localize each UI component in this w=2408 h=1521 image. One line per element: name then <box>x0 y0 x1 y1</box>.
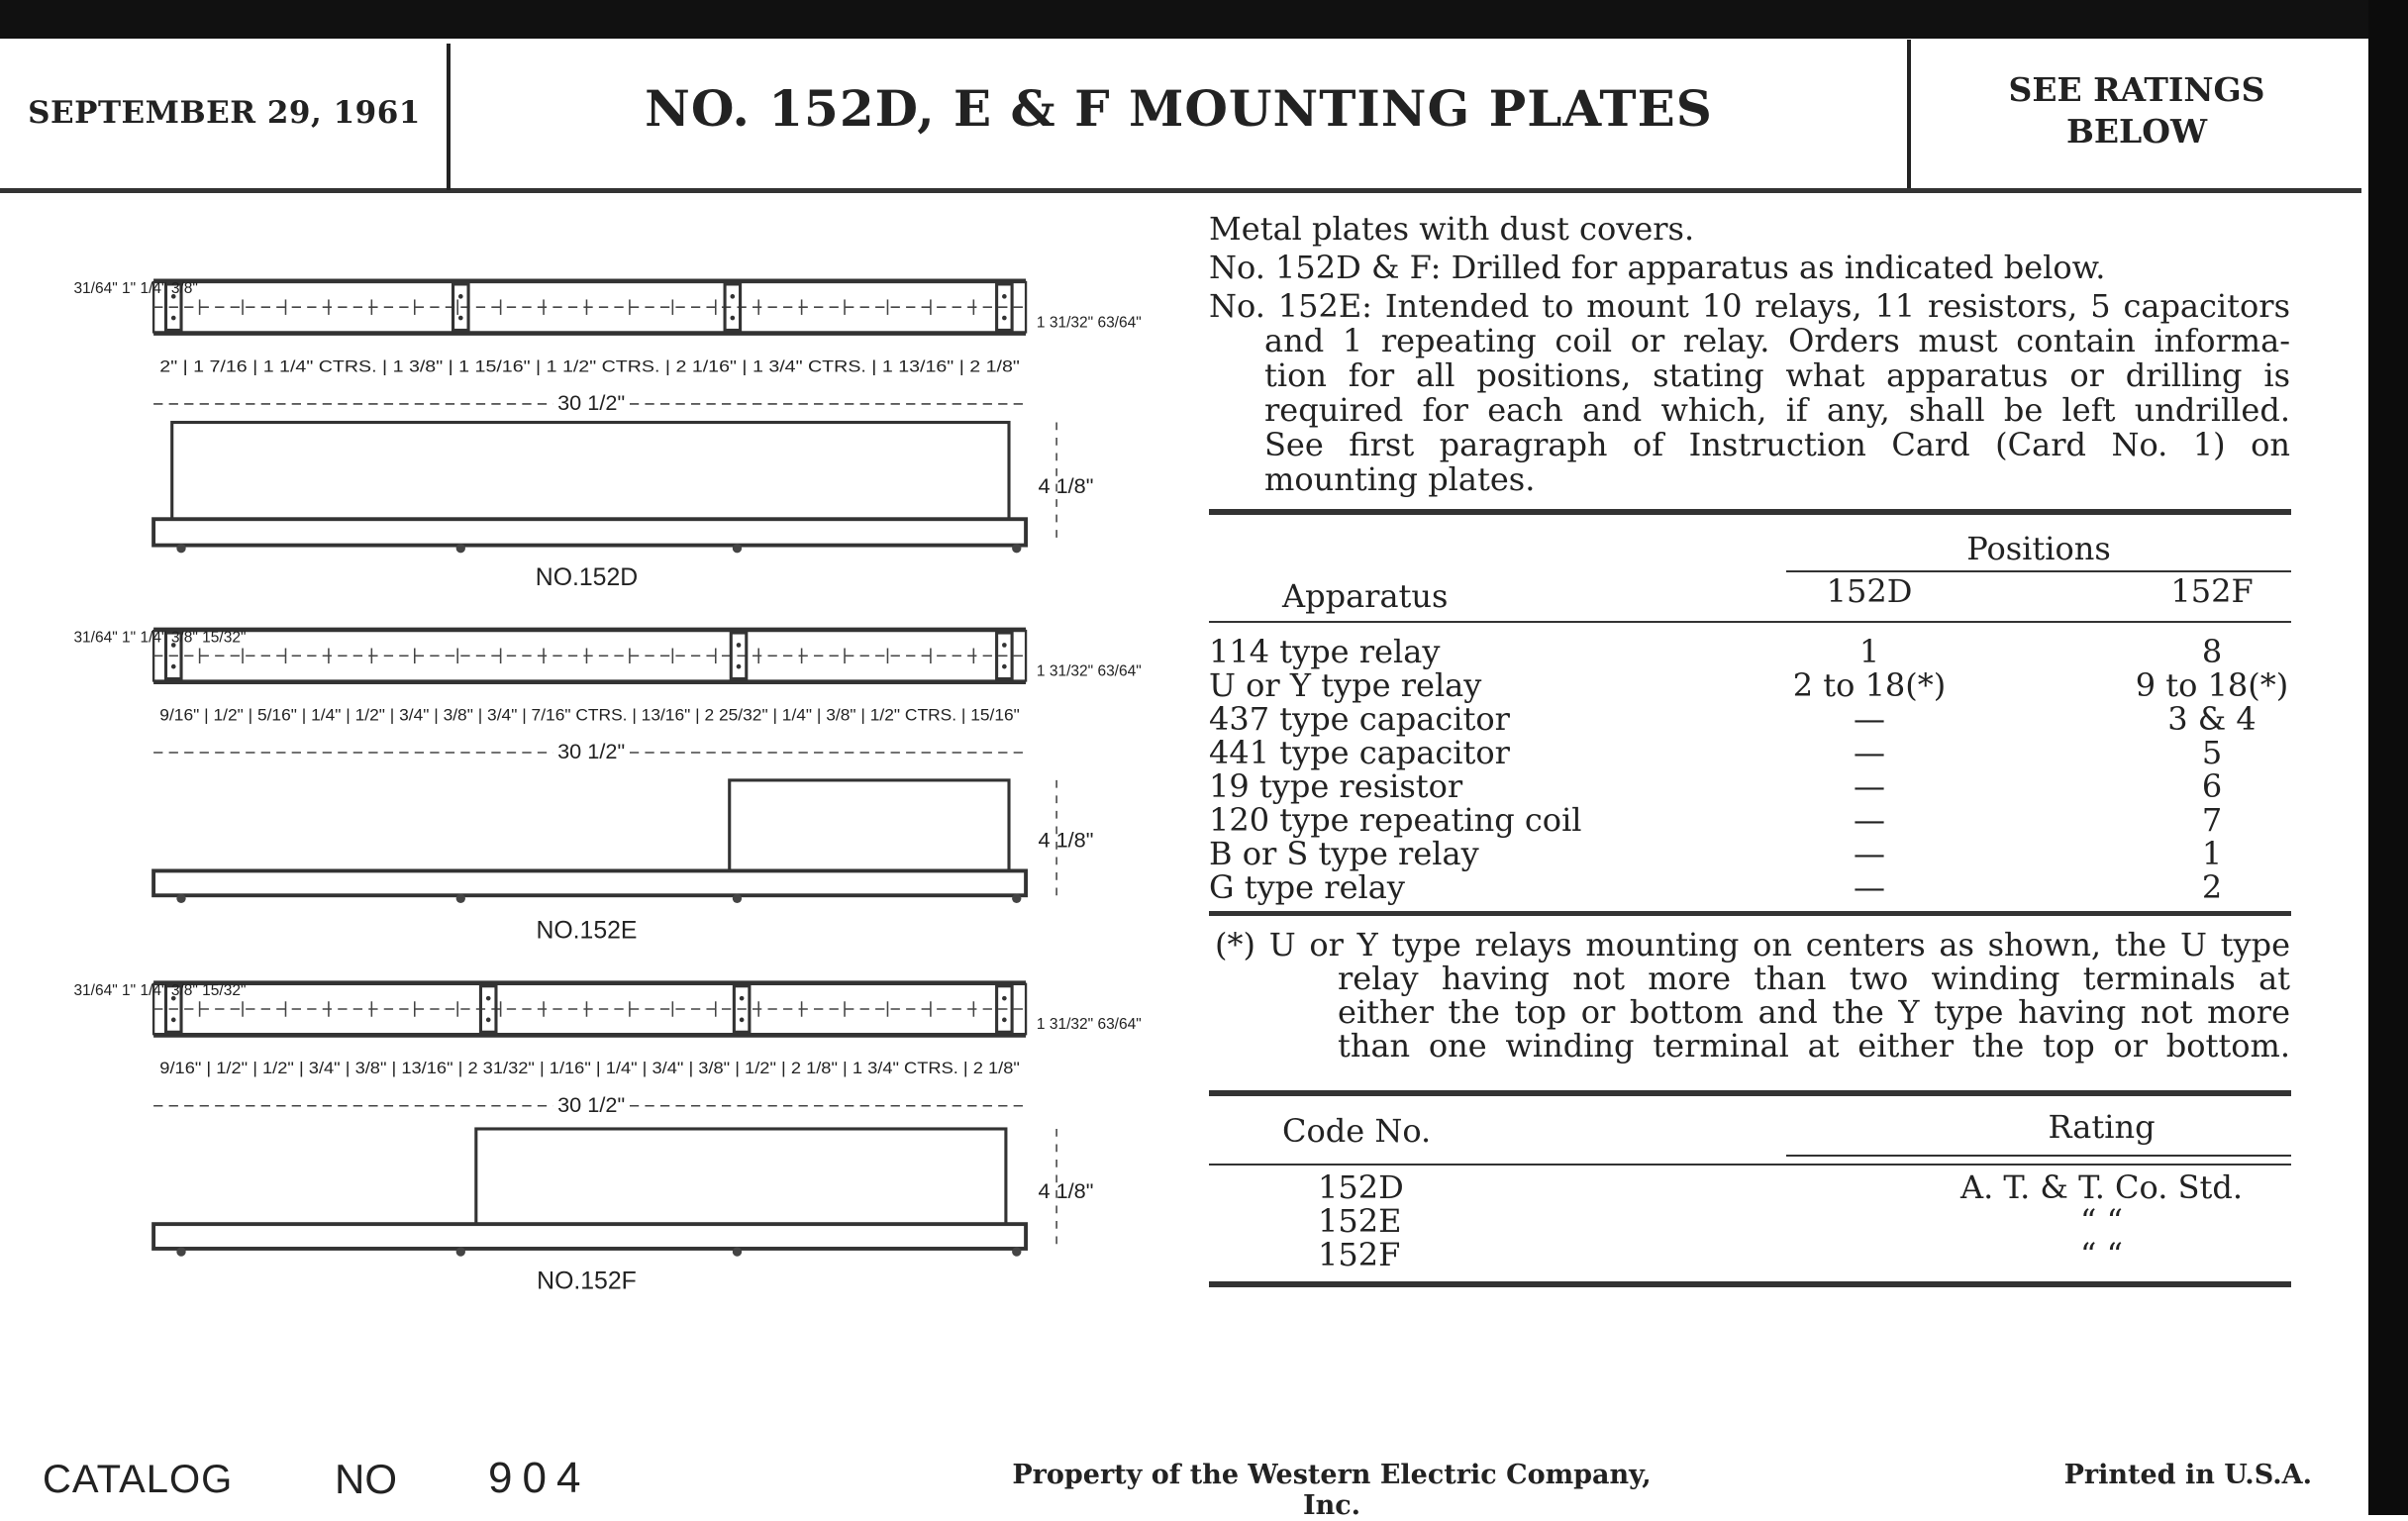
bracket-hole <box>486 1018 491 1023</box>
drawing-label: NO.152E <box>536 917 638 945</box>
plate-drawing-0 <box>73 280 1141 591</box>
dimension-labels: 2" | 1 7/16 | 1 1/4" CTRS. | 1 3/8" | 1 15/16" | 1 1/2" CTRS. | 2 1/16" | 1 3/4" CTRS. | 1 13/16" | 2 1/8" <box>159 356 1020 376</box>
apparatus-cell: G type relay <box>1209 868 1405 906</box>
foot <box>733 544 742 553</box>
catalog-no-label: NO <box>335 1456 397 1502</box>
code-cell: 152D <box>1318 1168 1404 1206</box>
apparatus-cell: U or Y type relay <box>1209 666 1482 704</box>
bracket-hole <box>740 1018 745 1023</box>
plate-drawing-2 <box>73 982 1141 1294</box>
drawing-label: NO.152D <box>535 563 639 591</box>
right-dimension-labels: 1 31/32" 63/64" <box>1036 662 1142 680</box>
position-cell: 2 <box>2201 868 2223 906</box>
column-header: 152D <box>1826 572 1913 610</box>
bracket-hole <box>737 643 742 648</box>
foot <box>176 544 185 553</box>
overall-length-label: 30 1/2" <box>557 390 626 416</box>
bracket-hole <box>737 664 742 669</box>
height-label: 4 1/8" <box>1038 1177 1094 1203</box>
position-cell: 5 <box>2201 734 2223 771</box>
foot <box>1012 1247 1021 1256</box>
foot <box>1012 894 1021 903</box>
dust-cover <box>730 780 1009 872</box>
dust-cover <box>172 423 1009 523</box>
apparatus-cell: 441 type capacitor <box>1209 734 1510 771</box>
position-cell: 6 <box>2201 767 2223 805</box>
ratings-note-line: SEE RATINGS <box>2008 70 2265 109</box>
bracket-hole <box>171 316 176 321</box>
property-notice: Property of the Western Electric Company, Inc. <box>1012 1460 1652 1521</box>
bracket-hole <box>1002 294 1007 299</box>
bracket-hole <box>1002 643 1007 648</box>
bracket-hole <box>1002 996 1007 1001</box>
catalog-label: CATALOG <box>43 1458 234 1501</box>
rating-cell: “ “ <box>2080 1236 2123 1273</box>
description-line: No. 152D & F: Drilled for apparatus as indicated below. <box>1209 249 2106 286</box>
apparatus-cell: 114 type relay <box>1209 633 1441 670</box>
code-cell: 152F <box>1318 1236 1401 1273</box>
drawing-label: NO.152F <box>537 1268 637 1295</box>
column-header: Apparatus <box>1282 577 1449 615</box>
apparatus-cell: B or S type relay <box>1209 835 1479 872</box>
dimension-labels: 9/16" | 1/2" | 5/16" | 1/4" | 1/2" | 3/4" | 3/8" | 3/4" | 7/16" CTRS. | 13/16" | 2 25/32" | 1/4" | 3/8" | 1/2" CTRS. | 15/16" <box>159 705 1020 725</box>
footnote-line: relay having not more than two winding terminals at <box>1338 960 2290 997</box>
column-header: 152F <box>2170 572 2254 610</box>
position-cell: 8 <box>2201 633 2223 670</box>
page-title: NO. 152D, E & F MOUNTING PLATES <box>645 79 1713 138</box>
dust-cover <box>476 1129 1006 1226</box>
position-cell: — <box>1854 734 1885 771</box>
footnote-line: than one winding terminal at either the top or bottom. <box>1338 1027 2290 1065</box>
bracket-hole <box>731 294 736 299</box>
description-line: mounting plates. <box>1264 460 1536 498</box>
description-line: See first paragraph of Instruction Card (Card No. 1) on <box>1264 426 2290 463</box>
description-line: No. 152E: Intended to mount 10 relays, 11 resistors, 5 capacitors <box>1209 287 2290 325</box>
description-line: and 1 repeating coil or relay. Orders must contain informa- <box>1264 322 2290 359</box>
description-line: tion for all positions, stating what apparatus or drilling is <box>1264 356 2290 394</box>
bracket-hole <box>458 316 463 321</box>
foot <box>456 544 465 553</box>
ratings-note-line: BELOW <box>2065 112 2208 151</box>
bracket-hole <box>1002 664 1007 669</box>
position-cell: — <box>1854 801 1885 839</box>
height-label: 4 1/8" <box>1038 827 1094 853</box>
left-dimension-labels: 31/64" 1" 1/4" 3/8" 15/32" <box>73 629 247 647</box>
foot <box>456 1247 465 1256</box>
base-plate <box>153 870 1026 895</box>
apparatus-cell: 437 type capacitor <box>1209 700 1510 738</box>
rating-cell: A. T. & T. Co. Std. <box>1959 1168 2244 1206</box>
description-line: required for each and which, if any, shall be left undrilled. <box>1264 391 2290 429</box>
plate-drawing-1 <box>73 629 1141 944</box>
bracket-hole <box>731 316 736 321</box>
printed-notice: Printed in U.S.A. <box>2063 1460 2312 1490</box>
position-cell: — <box>1854 868 1885 906</box>
bracket-hole <box>740 996 745 1001</box>
left-dimension-labels: 31/64" 1" 1/4" 3/8" <box>73 280 198 298</box>
dimension-labels: 9/16" | 1/2" | 1/2" | 3/4" | 3/8" | 13/16" | 2 31/32" | 1/16" | 1/4" | 3/4" | 3/8" | 1/2" | 2 1/8" | 1 3/4" CTRS. | 2 1/8" <box>159 1059 1020 1078</box>
bracket-hole <box>1002 1018 1007 1023</box>
positions-header: Positions <box>1966 530 2111 567</box>
position-cell: — <box>1854 767 1885 805</box>
right-dimension-labels: 1 31/32" 63/64" <box>1036 314 1142 332</box>
bracket-hole <box>458 294 463 299</box>
apparatus-cell: 19 type resistor <box>1209 767 1463 805</box>
foot <box>733 1247 742 1256</box>
position-cell: — <box>1854 700 1885 738</box>
catalog-number: 904 <box>488 1454 591 1502</box>
column-header: Rating <box>2048 1108 2156 1146</box>
code-cell: 152E <box>1318 1202 1402 1240</box>
footnote-line: (*) U or Y type relays mounting on centers as shown, the U type <box>1215 926 2290 963</box>
foot <box>733 894 742 903</box>
bracket-hole <box>171 1018 176 1023</box>
base-plate <box>153 1224 1026 1249</box>
overall-length-label: 30 1/2" <box>557 1091 626 1117</box>
position-cell: 1 <box>1858 633 1880 670</box>
bracket-hole <box>171 664 176 669</box>
height-label: 4 1/8" <box>1038 472 1094 498</box>
foot <box>1012 544 1021 553</box>
bracket-hole <box>1002 316 1007 321</box>
bracket-hole <box>486 996 491 1001</box>
footnote-line: either the top or bottom and the Y type having not more <box>1338 993 2290 1031</box>
left-dimension-labels: 31/64" 1" 1/4" 3/8" 15/32" <box>73 982 247 1000</box>
position-cell: 2 to 18(*) <box>1792 666 1947 704</box>
overall-length-label: 30 1/2" <box>557 739 626 764</box>
position-cell: 1 <box>2201 835 2223 872</box>
position-cell: 3 & 4 <box>2167 700 2257 738</box>
foot <box>176 894 185 903</box>
date: SEPTEMBER 29, 1961 <box>28 95 421 131</box>
description-line: Metal plates with dust covers. <box>1209 210 1695 248</box>
apparatus-cell: 120 type repeating coil <box>1209 801 1582 839</box>
column-header: Code No. <box>1282 1112 1432 1150</box>
foot <box>456 894 465 903</box>
rating-cell: “ “ <box>2080 1202 2123 1240</box>
base-plate <box>153 519 1026 545</box>
foot <box>176 1247 185 1256</box>
right-dimension-labels: 1 31/32" 63/64" <box>1036 1016 1142 1034</box>
position-cell: 9 to 18(*) <box>2135 666 2289 704</box>
position-cell: — <box>1854 835 1885 872</box>
position-cell: 7 <box>2201 801 2223 839</box>
